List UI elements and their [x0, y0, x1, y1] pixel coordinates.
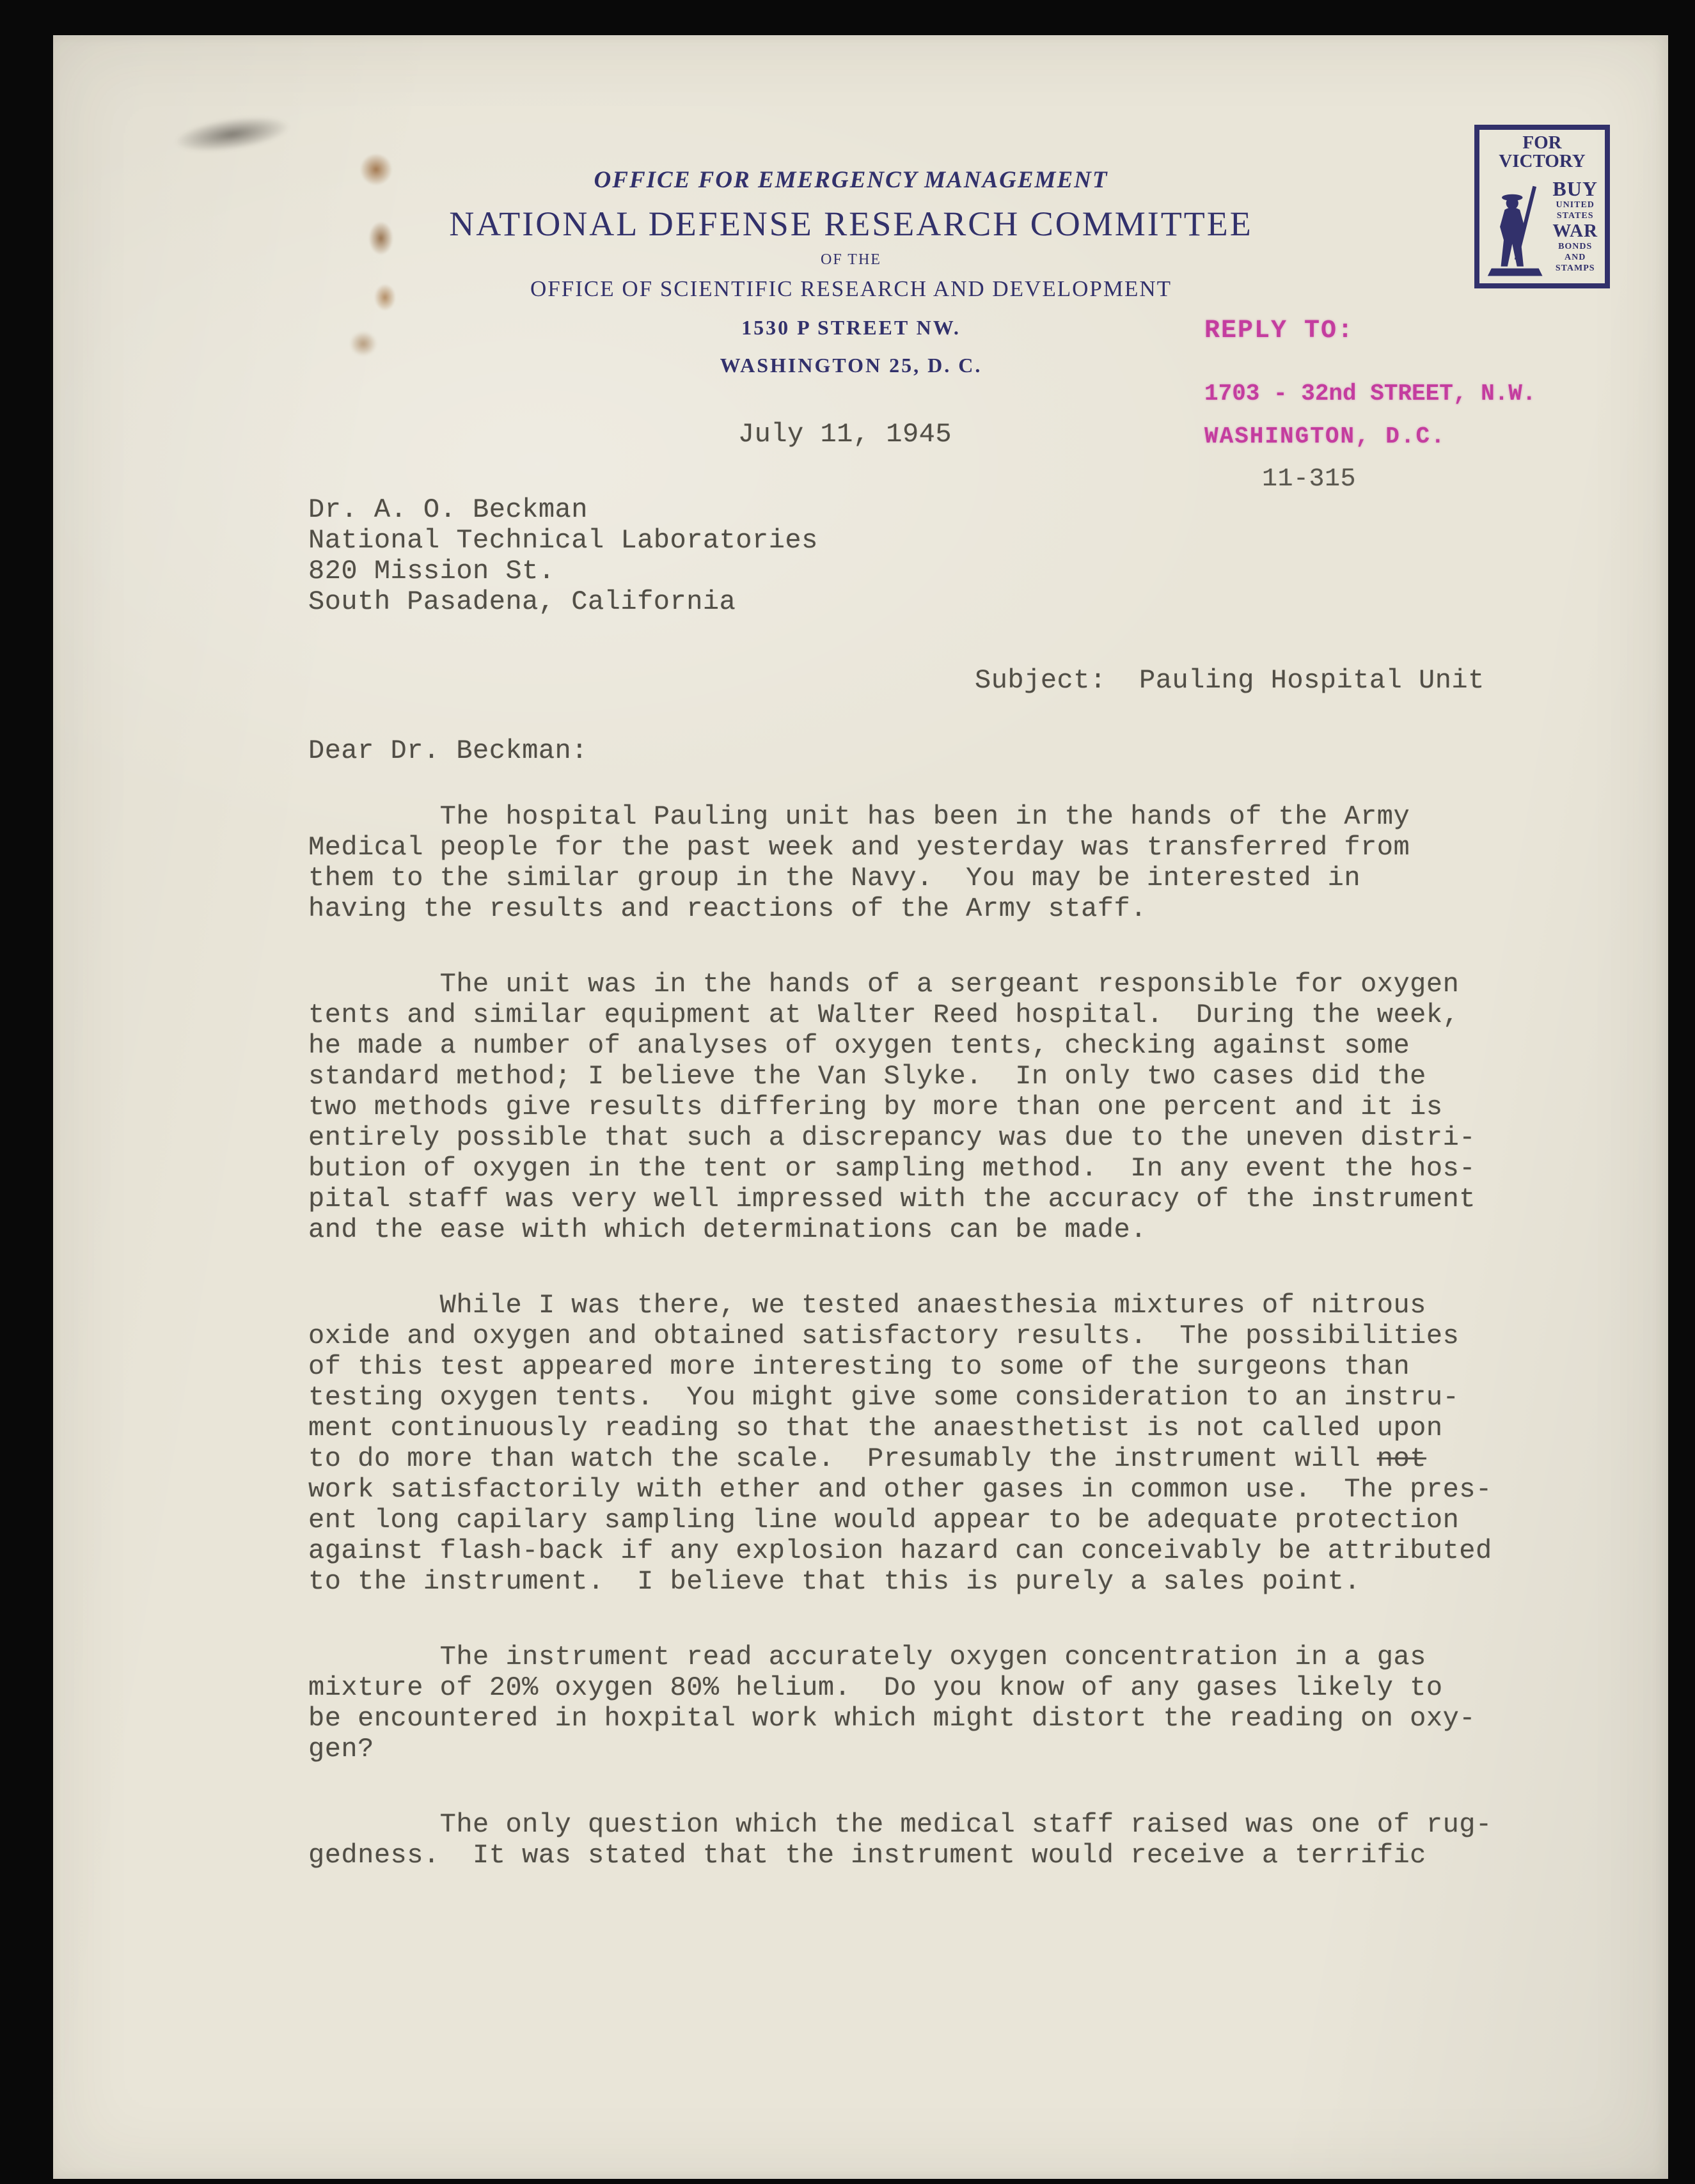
letter-line: The instrument read accurately oxygen concentration in a gas [308, 1642, 1426, 1672]
letter-line: The only question which the medical staff raised was one of rug- [308, 1809, 1492, 1840]
reply-to-city: WASHINGTON, D.C. [1204, 423, 1446, 450]
paragraph [308, 1642, 1492, 1764]
stamp-slogan-line: BONDS [1558, 242, 1593, 252]
letter-body [308, 801, 1492, 1915]
minuteman-statue-icon [1482, 173, 1548, 279]
letter-line: work satisfactorily with ether and other gases in common use. The pres- [308, 1474, 1492, 1505]
letterhead-of-the: OF THE [821, 251, 881, 268]
paragraph [308, 1290, 1492, 1597]
letter-line: them to the similar group in the Navy. You may be interested in [308, 863, 1361, 893]
paragraph [308, 969, 1492, 1245]
letter-line: two methods give results differing by more than one percent and it is [308, 1092, 1443, 1122]
letterhead-office: OFFICE OF SCIENTIFIC RESEARCH AND DEVELOPMENT [530, 276, 1172, 301]
letterhead-agency: OFFICE FOR EMERGENCY MANAGEMENT [594, 167, 1108, 193]
letter-line: Medical people for the past week and yesterday was transferred from [308, 832, 1410, 863]
recipient-address-line: National Technical Laboratories [308, 525, 818, 556]
letter-line: having the results and reactions of the Army staff. [308, 893, 1147, 924]
reply-to-street: 1703 - 32nd STREET, N.W. [1204, 381, 1536, 407]
letterhead-street: 1530 P STREET NW. [741, 316, 961, 339]
stamp-slogan [1548, 173, 1602, 279]
subject-line: Subject: Pauling Hospital Unit [975, 665, 1485, 696]
file-number: 11-315 [1262, 465, 1357, 494]
letter-line: be encountered in hoxpital work which might distort the reading on oxy- [308, 1703, 1476, 1734]
letter-line: testing oxygen tents. You might give some consideration to an instru- [308, 1382, 1460, 1413]
letter-line: tents and similar equipment at Walter Reed hospital. During the week, [308, 1000, 1460, 1030]
recipient-address-line: South Pasadena, California [308, 586, 736, 617]
letter-line: gen? [308, 1734, 374, 1764]
recipient-address-line: Dr. A. O. Beckman [308, 494, 588, 525]
letterhead-committee: NATIONAL DEFENSE RESEARCH COMMITTEE [449, 205, 1253, 243]
paragraph [308, 1809, 1492, 1871]
salutation: Dear Dr. Beckman: [308, 735, 588, 766]
stamp-slogan-line: AND [1565, 253, 1586, 263]
letter-line: ment continuously reading so that the anaesthetist is not called upon [308, 1413, 1443, 1443]
stamp-slogan-line: STAMPS [1555, 263, 1595, 273]
ink-smudge-stain [146, 100, 317, 168]
letter-page [53, 35, 1668, 2179]
letter-line: of this test appeared more interesting to some of the surgeons than [308, 1351, 1410, 1382]
letter-line: gedness. It was stated that the instrument would receive a terrific [308, 1840, 1426, 1871]
war-bonds-stamp [1474, 125, 1610, 288]
letter-line: he made a number of analyses of oxygen tents, checking against some [308, 1030, 1410, 1061]
letterhead [53, 166, 1659, 377]
stamp-slogan-line: UNITED [1556, 200, 1595, 210]
recipient-address-line: 820 Mission St. [308, 556, 555, 586]
letter-line: and the ease with which determinations can be made. [308, 1214, 1147, 1245]
letter-date: July 11, 1945 [737, 419, 952, 450]
letter-line: against flash-back if any explosion hazard can conceivably be attributed [308, 1536, 1492, 1566]
stamp-slogan-line: WAR [1552, 221, 1598, 242]
paragraph [308, 801, 1492, 924]
stamp-body [1482, 173, 1602, 279]
letter-line: pital staff was very well impressed with the accuracy of the instrument [308, 1184, 1476, 1214]
letterhead-city: WASHINGTON 25, D. C. [720, 354, 982, 377]
stamp-slogan-line: STATES [1556, 210, 1594, 221]
letter-line: mixture of 20% oxygen 80% helium. Do you know of any gases likely to [308, 1672, 1443, 1703]
reply-to-stamp-label: REPLY TO: [1204, 317, 1355, 345]
struck-word: not [1376, 1443, 1426, 1474]
stamp-title: FOR VICTORY [1499, 132, 1586, 171]
letter-line-text: to do more than watch the scale. Presumably the instrument will [308, 1443, 1377, 1474]
stamp-slogan-line: BUY [1552, 177, 1598, 201]
recipient-address-block [308, 494, 818, 617]
letter-line: ent long capilary sampling line would appear to be adequate protection [308, 1505, 1460, 1536]
letter-line: The unit was in the hands of a sergeant responsible for oxygen [308, 969, 1460, 1000]
letter-line: bution of oxygen in the tent or sampling method. In any event the hos- [308, 1153, 1476, 1184]
letter-line: While I was there, we tested anaesthesia mixtures of nitrous [308, 1290, 1426, 1321]
letter-line: entirely possible that such a discrepancy was due to the uneven distri- [308, 1122, 1476, 1153]
letter-line: standard method; I believe the Van Slyke. In only two cases did the [308, 1061, 1426, 1092]
letter-line: The hospital Pauling unit has been in the hands of the Army [308, 801, 1410, 832]
letter-line: oxide and oxygen and obtained satisfactory results. The possibilities [308, 1321, 1460, 1351]
letter-line: to the instrument. I believe that this is purely a sales point. [308, 1566, 1361, 1597]
letter-line [308, 1443, 1492, 1474]
